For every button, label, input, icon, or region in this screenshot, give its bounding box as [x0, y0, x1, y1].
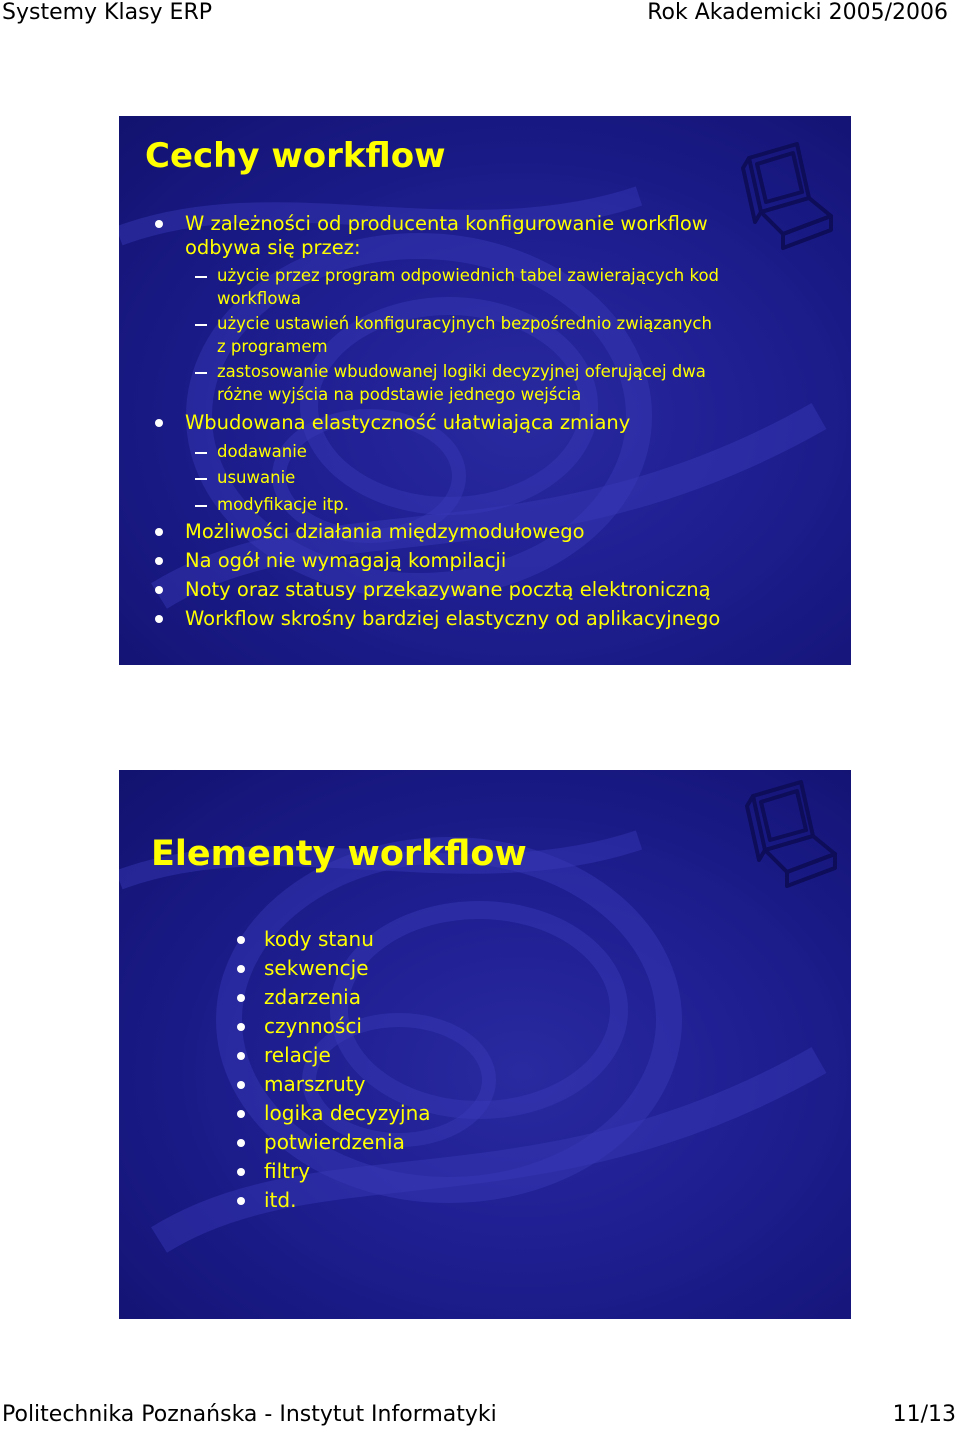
bullet-dot: [237, 1168, 245, 1176]
list-item: filtry: [264, 1159, 311, 1183]
dash-marker: [195, 372, 207, 374]
list-item: relacje: [264, 1043, 331, 1067]
dash-marker: [195, 452, 207, 454]
bullet-dot: [237, 1139, 245, 1147]
bullet-line: Na ogół nie wymagają kompilacji: [185, 549, 507, 572]
bullet-line: Wbudowana elastyczność ułatwiająca zmiany: [185, 411, 631, 434]
bullet-dot: [237, 965, 245, 973]
dash-marker: [195, 505, 207, 507]
dash-marker: [195, 276, 207, 278]
bullet-dot: [237, 1023, 245, 1031]
sub-bullet-line: z programem: [217, 337, 328, 356]
bullet-dot: [237, 936, 245, 944]
sub-bullet-line: użycie przez program odpowiednich tabel zawierających kod: [217, 266, 720, 285]
slide-title: Elementy workflow: [151, 834, 527, 874]
bullet-line: Możliwości działania międzymodułowego: [185, 520, 585, 543]
slide-title: Cechy workflow: [145, 136, 446, 176]
list-item: potwierdzenia: [264, 1130, 405, 1154]
footer-institution: Politechnika Poznańska - Instytut Informatyki: [2, 1402, 497, 1427]
slide-elementy-workflow: [119, 770, 851, 1319]
list-item: marszruty: [264, 1072, 366, 1096]
dash-marker: [195, 478, 207, 480]
bullet-dot: [237, 1197, 245, 1205]
list-item: czynności: [264, 1014, 362, 1038]
bullet-dot: [237, 1081, 245, 1089]
sub-bullet-line: różne wyjścia na podstawie jednego wejścia: [217, 385, 582, 404]
bullet-line: W zależności od producenta konfigurowanie workflow: [185, 212, 708, 235]
bullet-dot: [237, 1052, 245, 1060]
bullet-dot: [237, 1110, 245, 1118]
dash-marker: [195, 324, 207, 326]
bullet-line: Workflow skrośny bardziej elastyczny od aplikacyjnego: [185, 607, 721, 630]
bullet-dot: [155, 586, 163, 594]
bullet-dot: [155, 528, 163, 536]
sub-bullet-line: dodawanie: [217, 442, 307, 461]
sub-bullet-line: modyfikacje itp.: [217, 495, 349, 514]
bullet-dot: [237, 994, 245, 1002]
page-header: [0, 0, 960, 30]
page-footer: [0, 1402, 960, 1432]
sub-bullet-line: użycie ustawień konfiguracyjnych bezpośrednio związanych: [217, 314, 712, 333]
slide-cechy-workflow: [119, 116, 851, 665]
sub-bullet-line: workflowa: [217, 289, 302, 308]
sub-bullet-line: zastosowanie wbudowanej logiki decyzyjnej oferującej dwa: [217, 362, 706, 381]
sub-bullet-line: usuwanie: [217, 468, 296, 487]
bullet-line: odbywa się przez:: [185, 236, 361, 259]
list-item: sekwencje: [264, 956, 369, 980]
list-item: itd.: [264, 1188, 297, 1212]
header-course-title: Systemy Klasy ERP: [2, 0, 212, 25]
computer-outline-icon: [739, 138, 839, 258]
list-item: zdarzenia: [264, 985, 361, 1009]
computer-outline-icon: [743, 776, 843, 896]
header-academic-year: Rok Akademicki 2005/2006: [647, 0, 948, 25]
page-number: 11/13: [892, 1402, 956, 1427]
bullet-line: Noty oraz statusy przekazywane pocztą elektroniczną: [185, 578, 711, 601]
list-item: kody stanu: [264, 927, 374, 951]
bullet-dot: [155, 557, 163, 565]
bullet-dot: [155, 615, 163, 623]
list-item: logika decyzyjna: [264, 1101, 431, 1125]
bullet-dot: [155, 220, 163, 228]
bullet-dot: [155, 419, 163, 427]
